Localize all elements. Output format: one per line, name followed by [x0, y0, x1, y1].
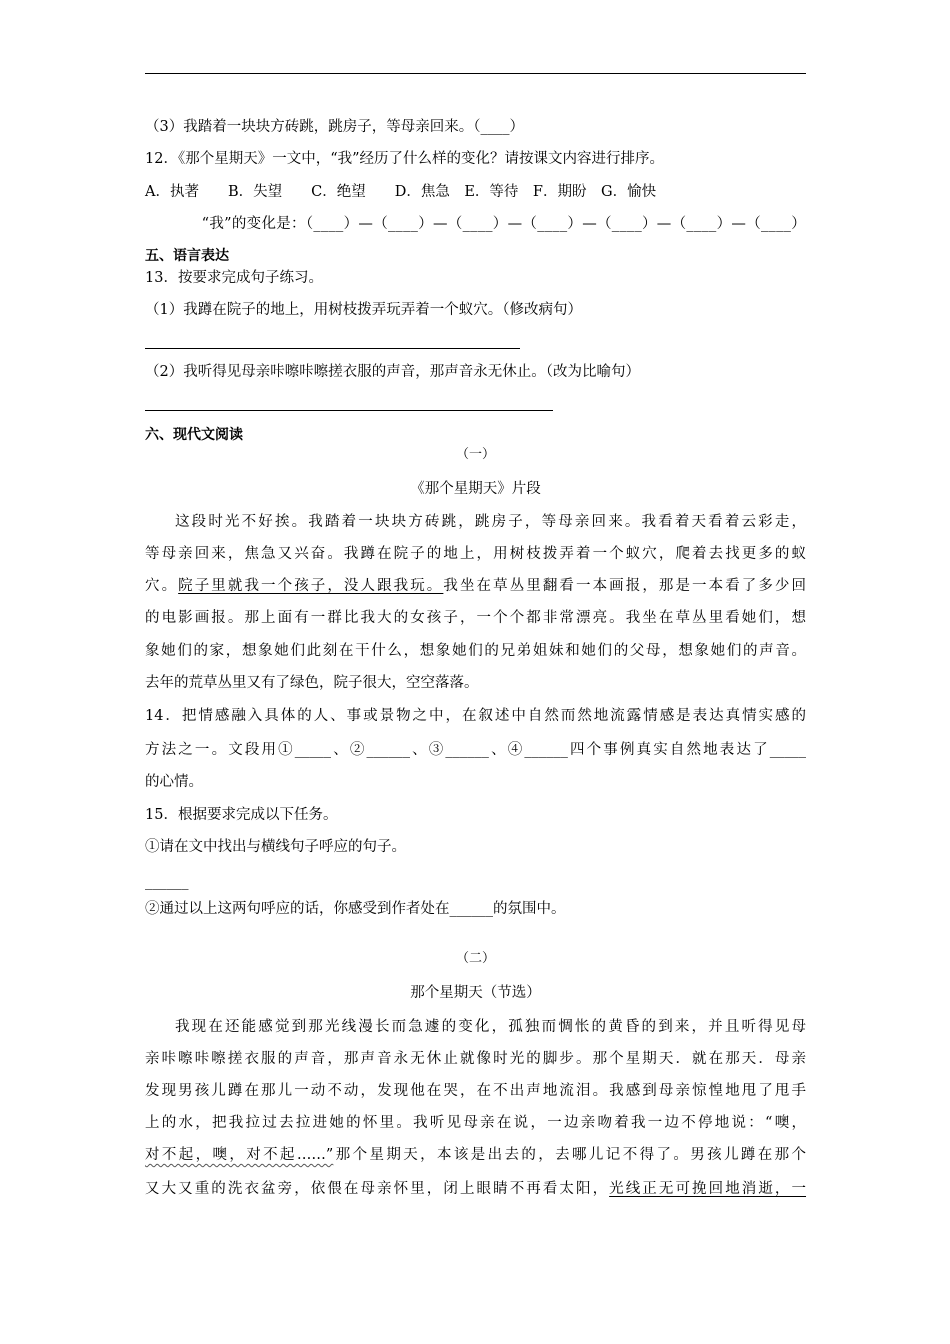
passage2-line: 我现在还能感觉到那光线漫长而急遽的变化，孤独而惆怅的黄昏的到来，并且听得见母	[175, 1019, 806, 1035]
underlined-sentence: 院子里就我一个孩子，没人跟我玩。	[178, 578, 444, 594]
answer-line-2[interactable]	[145, 410, 553, 411]
passage1-line: 等母亲回来，焦急又兴奋。我蹲在院子的地上，用树枝拨弄着一个蚁穴，爬着去找更多的蚁	[145, 546, 806, 562]
q13-stem: 13．按要求完成句子练习。	[145, 270, 323, 286]
q15-item1-blank[interactable]: ______	[145, 874, 189, 890]
answer-line-1[interactable]	[145, 348, 520, 349]
q14-line3: 的心情。	[145, 774, 203, 790]
q13-item1: （1）我蹲在院子的地上，用树枝拨弄玩弄着一个蚁穴。（修改病句）	[145, 302, 582, 318]
passage1-text: 我坐在草丛里翻看一本画报，那是一本看了多少回	[443, 578, 807, 594]
wavy-underlined-text: 对不起，噢，对不起……”	[145, 1147, 334, 1163]
q14-line2: 方法之一。文段用①_____、②______、③______、④______四个事例真实自然地表达了_____	[145, 742, 806, 758]
q11-item3: （3）我踏着一块块方砖跳，跳房子，等母亲回来。（____）	[145, 119, 524, 135]
q14-line1: 14．把情感融入具体的人、事或景物之中，在叙述中自然而然地流露情感是表达真情实感的	[145, 708, 806, 724]
part2-number: （二）	[455, 951, 495, 966]
part1-number: （一）	[455, 447, 495, 462]
passage1-line: 象她们的家，想象她们此刻在干什么，想象她们的兄弟姐妹和她们的父母，想象她们的声音。	[145, 643, 806, 659]
passage1-line: 的电影画报。那上面有一群比我大的女孩子，一个个都非常漂亮。我坐在草丛里看她们，想	[145, 610, 806, 626]
passage2-line	[145, 1179, 806, 1199]
underlined-sentence: 光线正无可挽回地消逝，一	[609, 1181, 807, 1197]
section6-title: 六、现代文阅读	[145, 427, 243, 443]
passage2-line: 上的水，把我拉过去拉进她的怀里。我听见母亲在说，一边亲吻着我一边不停地说：“噢，	[145, 1115, 806, 1131]
q12-answer-blanks: “我”的变化是：（____）—（____）—（____）—（____）—（____）—（____）—（____）	[201, 216, 806, 232]
passage2-line: 亲咔嚓咔嚓搓衣服的声音，那声音永无休止就像时光的脚步。那个星期天．就在那天．母亲	[145, 1051, 806, 1067]
passage1-line: 去年的荒草丛里又有了绿色，院子很大，空空落落。	[145, 675, 479, 691]
passage2-line	[145, 1145, 806, 1165]
passage2-text: 又大又重的洗衣盆旁，依偎在母亲怀里，闭上眼睛不再看太阳，	[145, 1181, 610, 1197]
q15-item2: ②通过以上这两句呼应的话，你感受到作者处在______的氛围中。	[145, 901, 566, 917]
passage1-line	[145, 576, 806, 596]
passage1-text: 穴。	[145, 578, 179, 594]
q15-stem: 15．根据要求完成以下任务。	[145, 807, 338, 823]
passage2-line: 发现男孩儿蹲在那儿一动不动，发现他在哭，在不出声地流泪。我感到母亲惊惶地甩了甩手	[145, 1083, 806, 1099]
q13-item2: （2）我听得见母亲咔嚓咔嚓搓衣服的声音，那声音永无休止。（改为比喻句）	[145, 364, 640, 380]
section5-title: 五、语言表达	[145, 248, 229, 264]
part1-title: 《那个星期天》片段	[410, 481, 541, 497]
q12-options: A．执著 B．失望 C．绝望 D．焦急 E．等待 F．期盼 G．愉快	[145, 184, 657, 200]
header-rule	[145, 73, 806, 74]
part2-title: 那个星期天（节选）	[410, 985, 541, 1001]
passage2-text: 那个星期天，本该是出去的，去哪儿记不得了。男孩儿蹲在那个	[333, 1147, 806, 1163]
q12-stem: 12．《那个星期天》一文中，“我”经历了什么样的变化？请按课文内容进行排序。	[145, 151, 665, 167]
q15-item1: ①请在文中找出与横线句子呼应的句子。	[145, 839, 406, 855]
passage1-line: 这段时光不好挨。我踏着一块块方砖跳，跳房子，等母亲回来。我看着天看着云彩走，	[175, 514, 806, 530]
